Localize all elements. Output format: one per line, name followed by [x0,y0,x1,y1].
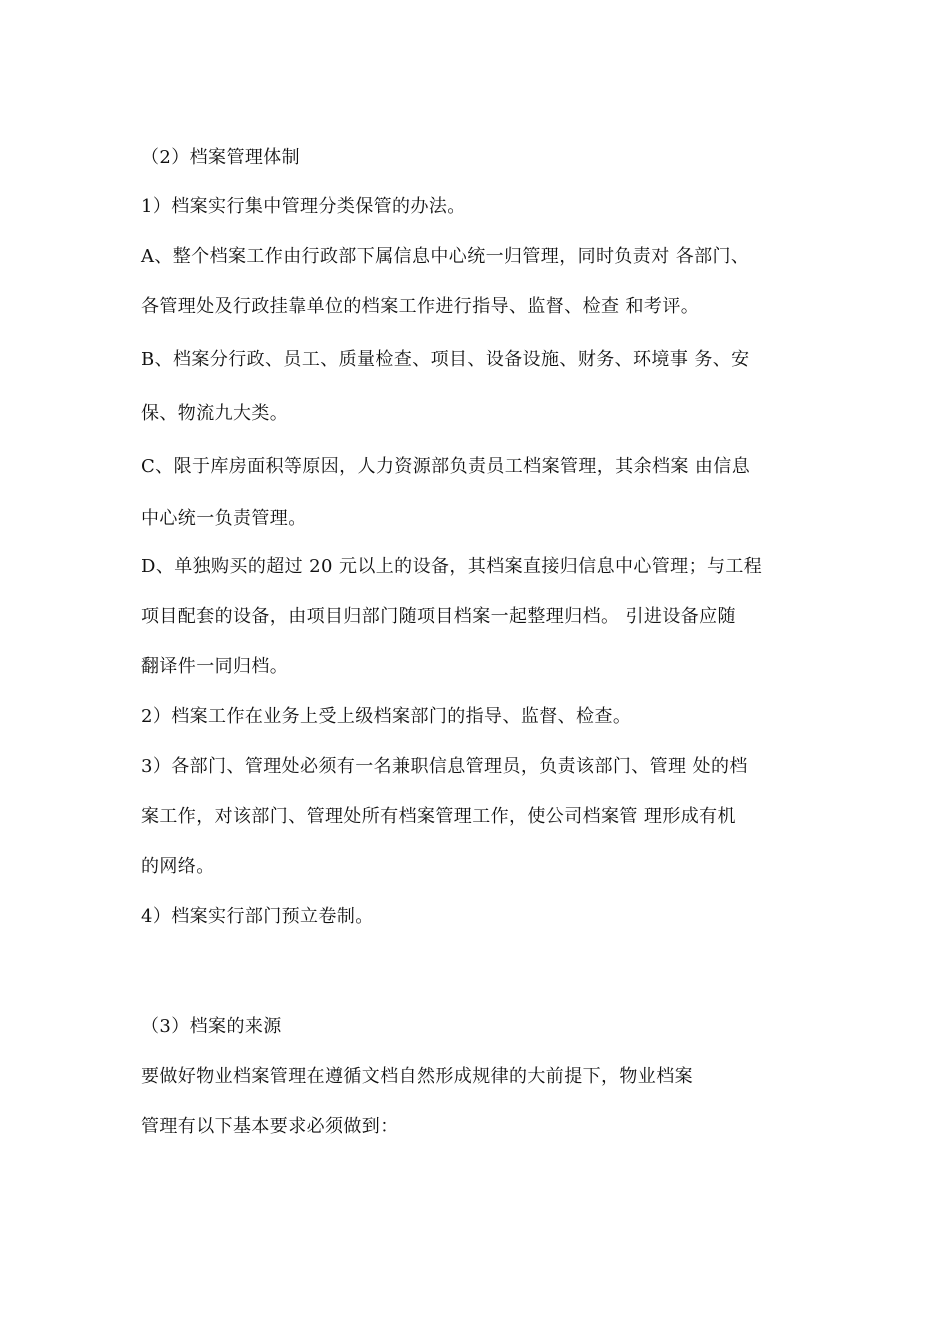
item-2: 2）档案工作在业务上受上级档案部门的指导、监督、检查。 [141,706,632,727]
item-b-line-2: 保、物流九大类。 [141,403,289,424]
item-1: 1）档案实行集中管理分类保管的办法。 [141,196,466,217]
item-b-line-1: B、档案分行政、员工、质量检查、项目、设备设施、财务、环境事 务、安 [141,349,750,370]
item-3-line-2: 案工作，对该部门、管理处所有档案管理工作，使公司档案管 理形成有机 [141,806,736,827]
item-c-line-1: C、限于库房面积等原因，人力资源部负责员工档案管理，其余档案 由信息 [141,456,751,477]
section-3-para-line-2: 管理有以下基本要求必须做到： [141,1116,399,1137]
section-3-heading: （3）档案的来源 [141,1016,282,1037]
section-2-heading: （2）档案管理体制 [141,147,301,168]
item-d-line-3: 翻译件一同归档。 [141,656,289,677]
item-3-line-1: 3）各部门、管理处必须有一名兼职信息管理员，负责该部门、管理 处的档 [141,756,748,777]
item-d-line-2: 项目配套的设备，由项目归部门随项目档案一起整理归档。 引进设备应随 [141,606,736,627]
item-d-line-1: D、单独购买的超过 20 元以上的设备，其档案直接归信息中心管理；与工程 [141,556,763,577]
item-c-line-2: 中心统一负责管理。 [141,508,307,529]
item-3-line-3: 的网络。 [141,856,215,877]
item-4: 4）档案实行部门预立卷制。 [141,906,374,927]
section-3-para-line-1: 要做好物业档案管理在遵循文档自然形成规律的大前提下，物业档案 [141,1066,693,1087]
item-a-line-1: A、整个档案工作由行政部下属信息中心统一归管理，同时负责对 各部门、 [141,246,750,267]
item-a-line-2: 各管理处及行政挂靠单位的档案工作进行指导、监督、检查 和考评。 [141,296,700,317]
